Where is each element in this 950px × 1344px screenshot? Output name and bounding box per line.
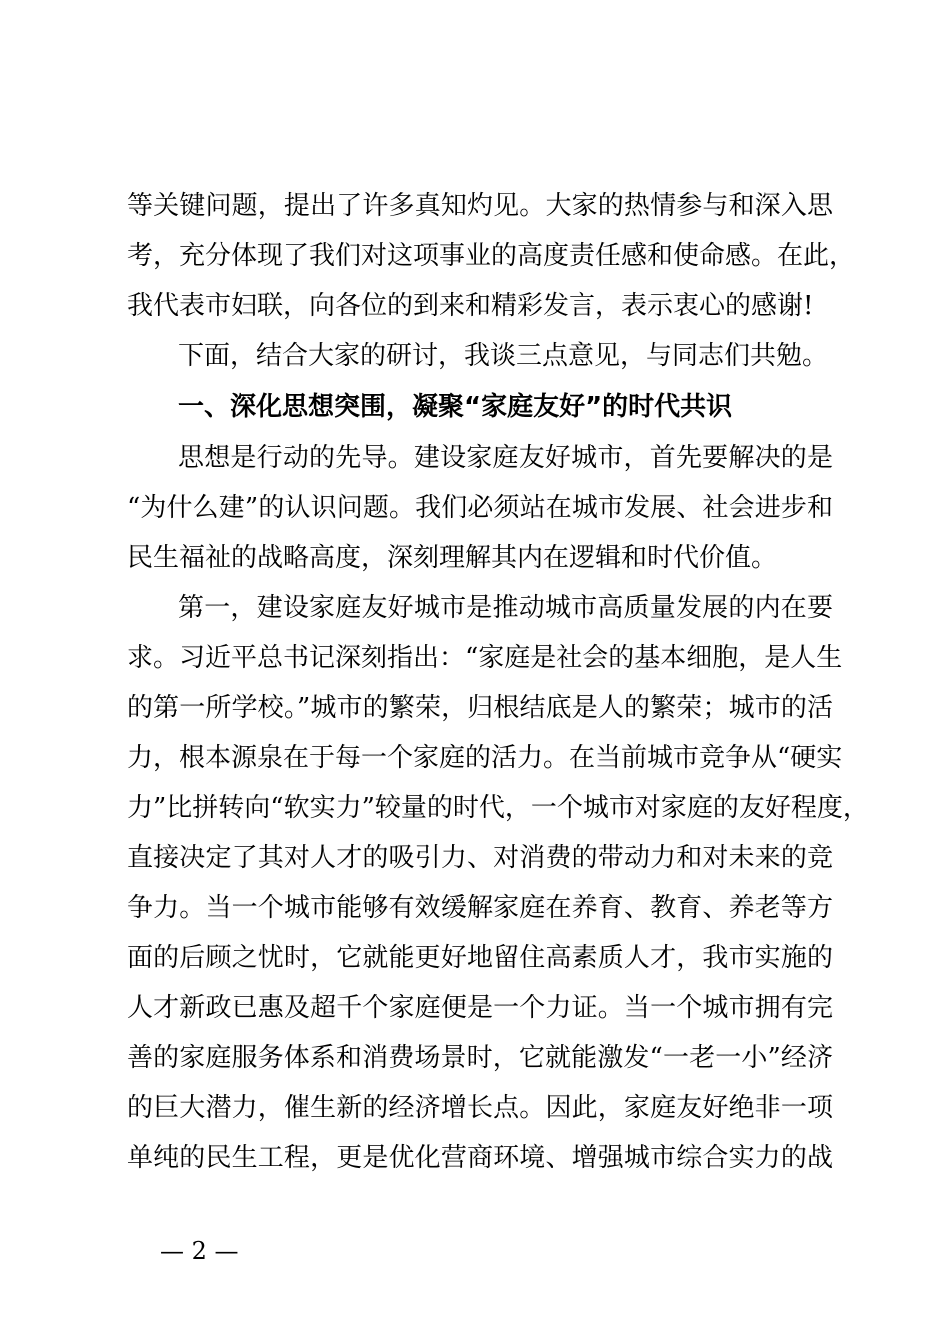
text-line: 力”比拼转向“软实力”较量的时代，一个城市对家庭的友好程度， (127, 793, 869, 823)
text-line: 第一，建设家庭友好城市是推动城市高质量发展的内在要 (178, 593, 833, 623)
section-heading: 一、深化思想突围，凝聚“家庭友好”的时代共识 (178, 392, 733, 422)
text-line: 民生福祉的战略高度，深刻理解其内在逻辑和时代价值。 (127, 543, 778, 573)
text-line: 的巨大潜力，催生新的经济增长点。因此，家庭友好绝非一项 (127, 1093, 833, 1123)
text-line: 单纯的民生工程，更是优化营商环境、增强城市综合实力的战 (127, 1143, 833, 1173)
text-line: 直接决定了其对人才的吸引力、对消费的带动力和对未来的竞 (127, 843, 833, 873)
text-line: 思想是行动的先导。建设家庭友好城市，首先要解决的是 (178, 443, 833, 473)
text-line: 善的家庭服务体系和消费场景时，它就能激发“一老一小”经济 (127, 1043, 833, 1073)
text-line: 考，充分体现了我们对这项事业的高度责任感和使命感。在此， (127, 241, 856, 271)
text-line: 力，根本源泉在于每一个家庭的活力。在当前城市竞争从“硬实 (127, 743, 843, 773)
text-line: 求。习近平总书记深刻指出：“家庭是社会的基本细胞，是人生 (127, 643, 843, 673)
text-line: 我代表市妇联，向各位的到来和精彩发言，表示衷心的感谢! (127, 291, 814, 321)
text-line: “为什么建”的认识问题。我们必须站在城市发展、社会进步和 (127, 493, 833, 523)
text-line: 争力。当一个城市能够有效缓解家庭在养育、教育、养老等方 (127, 893, 833, 923)
page-number: — 2 — (160, 1237, 239, 1265)
text-line: 等关键问题，提出了许多真知灼见。大家的热情参与和深入思 (127, 191, 833, 221)
text-line: 的第一所学校。”城市的繁荣，归根结底是人的繁荣；城市的活 (127, 693, 833, 723)
text-line: 人才新政已惠及超千个家庭便是一个力证。当一个城市拥有完 (127, 993, 833, 1023)
text-line: 下面，结合大家的研讨，我谈三点意见，与同志们共勉。 (178, 341, 829, 371)
text-line: 面的后顾之忧时，它就能更好地留住高素质人才，我市实施的 (127, 943, 833, 973)
